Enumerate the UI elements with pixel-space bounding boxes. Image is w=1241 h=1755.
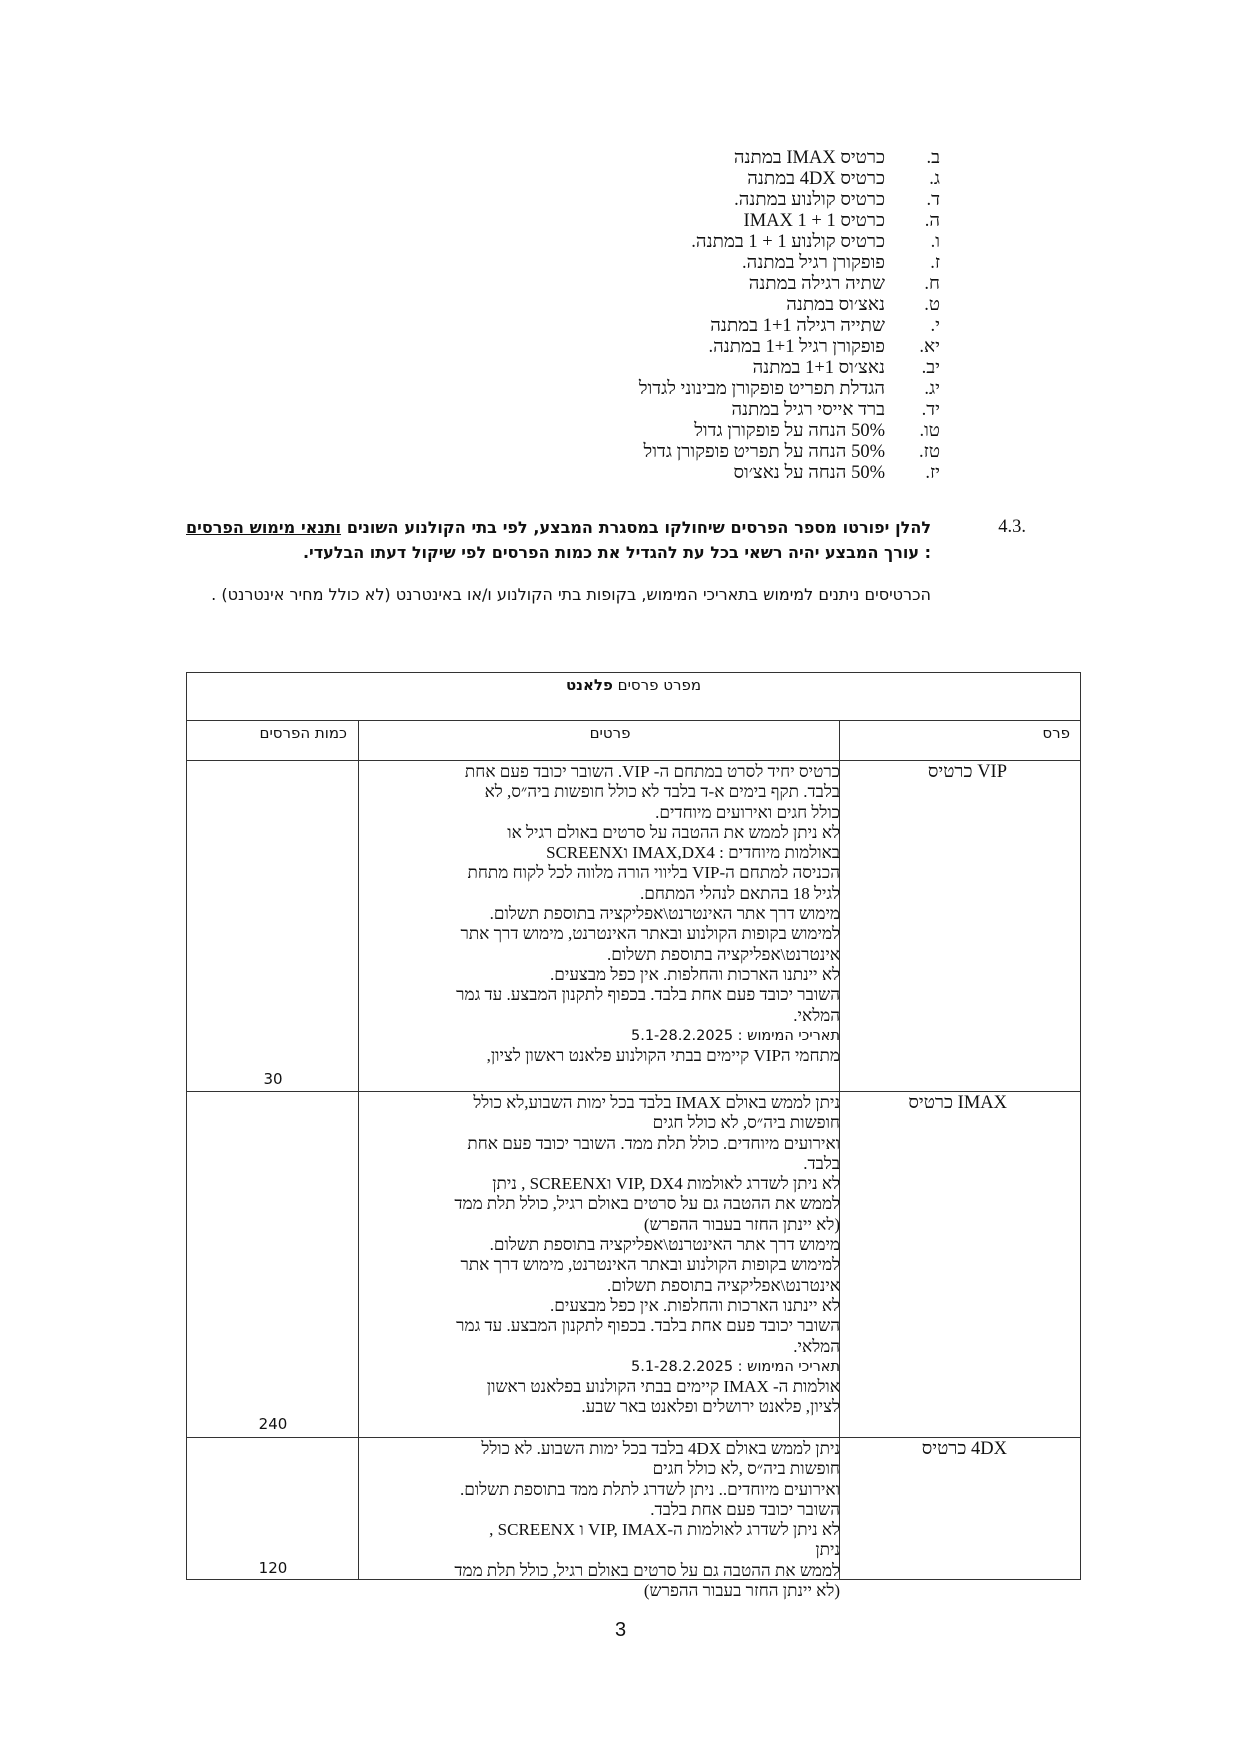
section-heading: להלן יפורטו מספר הפרסים שיחולקו במסגרת המבצע, לפי בתי הקולנוע השונים ותנאי מימוש הפרסים : עורך המבצע יהיה רשאי בכל עת להגדיל את כמות הפרסים לפי שיקול דעתו הבלעדי. [186,518,931,562]
list-item: ו. כרטיס קולנוע 1 + 1 במתנה. [691,232,940,252]
col-header-qty: כמות הפרסים [259,724,347,742]
list-item: יד. ברד אייסי רגיל במתנה [731,400,940,420]
prize-cell: IMAX כרטיס [908,1093,1007,1113]
page-number: 3 [614,1619,627,1641]
prize-cell: 4DX כרטיס [921,1439,1007,1459]
qty-cell: 240 [258,1415,288,1433]
list-item: טז. 50% הנחה על תפריט פופקורן גדול [643,442,940,462]
list-item: יא. פופקורן רגיל 1+1 במתנה. [708,337,940,357]
list-item: ד. כרטיס קולנוע במתנה. [734,190,940,210]
col-header-details: פרטים [589,724,631,742]
prize-table [186,672,1081,1601]
list-item: י. שתייה רגילה 1+1 במתנה [710,316,940,336]
table-title: מפרט פרסים פלאנט [565,676,702,694]
qty-cell: 120 [258,1559,288,1577]
list-item: ב. כרטיס IMAX במתנה [733,148,940,168]
qty-cell: 30 [263,1070,283,1088]
list-item: טו. 50% הנחה על פופקורן גדול [694,421,940,441]
section-number: .4.3 [998,517,1026,537]
table-row [187,762,1080,1091]
table-divider [187,760,1080,761]
list-item: ח. שתיה רגילה במתנה [748,274,940,294]
list-item: ה. כרטיס 1 + 1 IMAX [743,211,940,231]
list-item: ז. פופקורן רגיל במתנה. [742,253,940,273]
prize-list [560,148,940,484]
list-item: יג. הגדלת תפריט פופקורן מבינוני לגדול [638,379,940,399]
list-item: ג. כרטיס 4DX במתנה [747,169,940,189]
list-item: יז. 50% הנחה על נאצ׳וס [733,463,940,483]
list-item: יב. נאצ׳וס 1+1 במתנה [752,358,940,378]
table-row [187,1093,1080,1437]
redemption-paragraph: הכרטיסים ניתנים למימוש בתאריכי המימוש, בקופות בתי הקולנוע ו/או באינטרנט (לא כולל מחיר אינטרנט) . [211,585,931,604]
list-item: ט. נאצ׳וס במתנה [786,295,940,315]
col-header-prize: פרס [1042,724,1070,742]
details-cell: כרטיס יחיד לסרט במתחם ה- VIP. השובר יכובד פעם אחת בלבד. תקף בימים א-ד בלבד לא כולל חופשות ביה״ס, לא כולל חגים ואירועים מיוחדים. לא ניתן לממש את ההטבה על סרטים באולם רגיל או באולמות מיוחדים : IMAX,DX4 וSCREENX הכניסה למתחם ה-VIP בליווי הורה מלווה לכל לקוח מתחת לגיל 18 בהתאם לנהלי המתחם. מימוש דרך אתר האינטרנט\אפליקציה בתוספת תשלום. למימוש בקופות הקולנוע ובאתר האינטרנט, מימוש דרך אתר אינטרנט\אפליקציה בתוספת תשלום. לא יינתנו הארכות והחלפות. אין כפל מבצעים. השובר יכובד פעם אחת בלבד. בכפוף לתקנון המבצע. עד גמר המלאי. תאריכי המימוש : 5.1-28.2.2025 מתחמי הVIP קיימים בבתי הקולנוע פלאנט ראשון לציון, [456,762,840,1066]
table-divider [187,1091,1080,1092]
details-cell: ניתן לממש באולם 4DX בלבד בכל ימות השבוע. לא כולל חופשות ביה״ס ,לא כולל חגים ואירועים מיוחדים.. ניתן לשדרג לתלת ממד בתוספת תשלום. השובר יכובד פעם אחת בלבד. לא ניתן לשדרג לאולמות ה-VIP, IMAX ו SCREENX , ניתן לממש את ההטבה גם על סרטים באולם רגיל, כולל תלת ממד (לא יינתן החזר בעבור ההפרש) [454,1439,840,1601]
prize-cell: VIP כרטיס [927,762,1007,782]
table-divider [187,1437,1080,1438]
table-header-row [187,720,1080,761]
table-row [187,1439,1080,1601]
details-cell: ניתן לממש באולם IMAX בלבד בכל ימות השבוע,לא כולל חופשות ביה״ס, לא כולל חגים ואירועים מיוחדים. כולל תלת ממד. השובר יכובד פעם אחת בלבד. לא ניתן לשדרג לאולמות VIP, DX4 וSCREENX , ניתן לממש את ההטבה גם על סרטים באולם רגיל, כולל תלת ממד (לא יינתן החזר בעבור ההפרש) מימוש דרך אתר האינטרנט\אפליקציה בתוספת תשלום. למימוש בקופות הקולנוע ובאתר האינטרנט, מימוש דרך אתר אינטרנט\אפליקציה בתוספת תשלום. לא יינתנו הארכות והחלפות. אין כפל מבצעים. השובר יכובד פעם אחת בלבד. בכפוף לתקנון המבצע. עד גמר המלאי. תאריכי המימוש : 5.1-28.2.2025 אולמות ה- IMAX קיימים בבתי הקולנוע בפלאנט ראשון לציון, פלאנט ירושלים ופלאנט באר שבע. [454,1093,840,1417]
